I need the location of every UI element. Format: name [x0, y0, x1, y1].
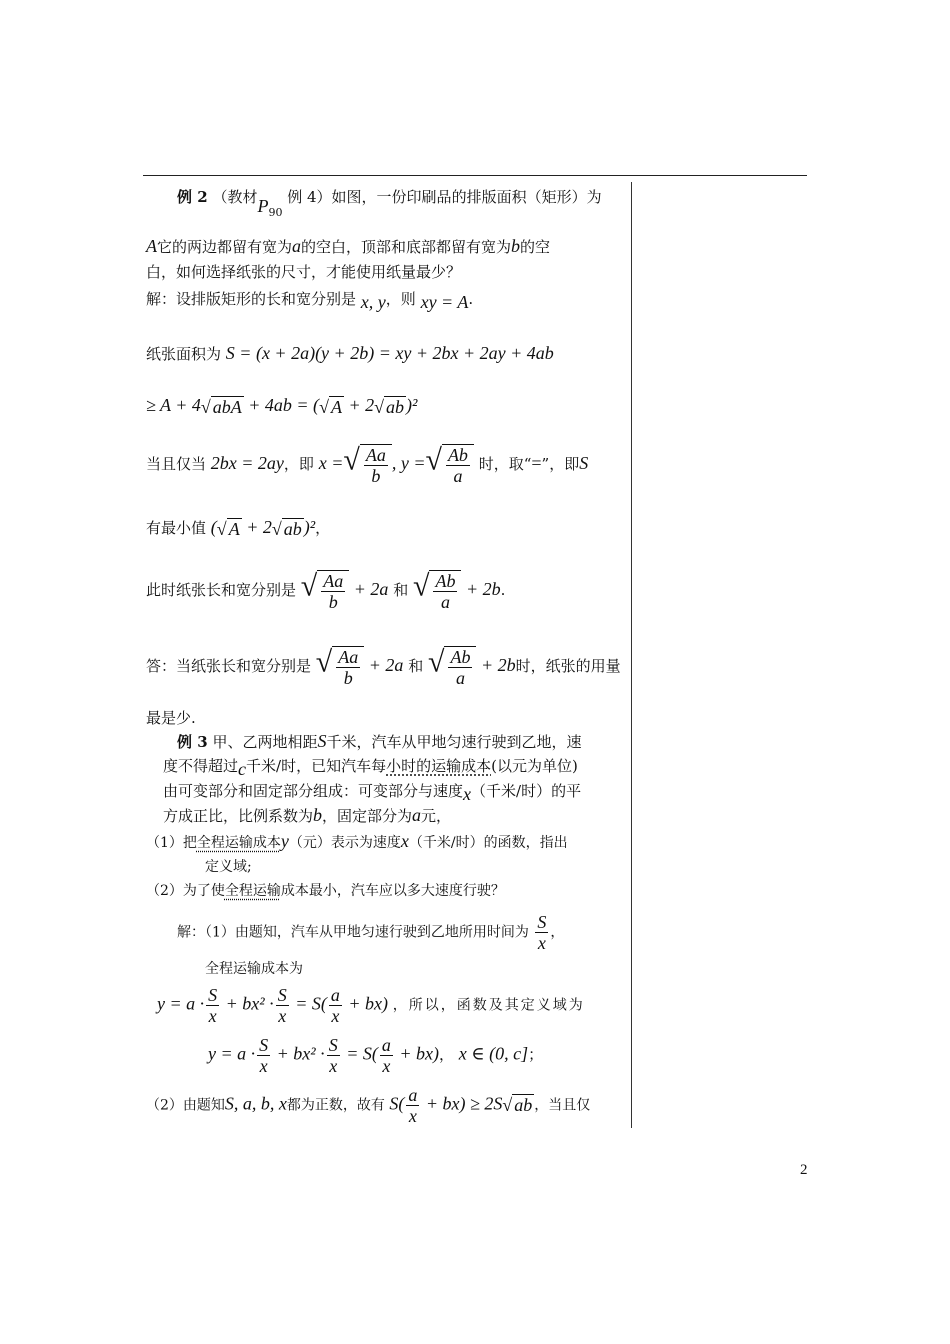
ex2-label: 例 2: [177, 188, 208, 206]
ex2-answer-line: 答：当纸张长和宽分别是 √ $\frac{Aa}{b}$ + 2a 和 √ $\frac{Ab}{a}$ + 2b时，纸张的用量: [146, 645, 621, 688]
ex3-formula-1: y = a · $\frac{S}{x}$ + bx² · $\frac{S}{x}$ = S( $\frac{a}{x}$ + bx) ，所以，函数及其定义域为: [157, 985, 585, 1026]
ex2-inequality-line: ≥ A + 4√ abA + 4ab = (√ A + 2√ ab )²: [146, 395, 418, 417]
ex3-solution-2: 全程运输成本为: [205, 961, 303, 977]
ex3-question-1: （1）把全程运输成本y（元）表示为速度x（千米/时）的函数，指出: [146, 831, 568, 851]
ex3-line-4: 方成正比，比例系数为b，固定部分为a元，: [163, 805, 452, 825]
ex2-equality-line: 当且仅当 2bx = 2ay，即 x =√ $\frac{Aa}{b}$ , y =√ $\frac{Ab}{a}$ 时，取“=”，即S: [146, 443, 589, 486]
page-number: 2: [800, 1162, 808, 1178]
ex2-line-1: 例 2 （教材$P_{90}$ 例 4）如图，一份印刷品的排版面积（矩形）为: [177, 188, 602, 219]
ex2-answer-end: 最是少.: [146, 709, 196, 727]
column-rule: [631, 182, 632, 1128]
ex3-part-2: （2）由题知S, a, b, x都为正数，故有 S( $\frac{a}{x}$ + bx) ≥ 2S√ ab ，当且仅: [146, 1085, 591, 1126]
fraction: $\frac{S}{x}$: [537, 912, 547, 953]
ex3-formula-2: y = a · $\frac{S}{x}$ + bx² · $\frac{S}{x}$ = S( $\frac{a}{x}$ + bx)， x ∈ (0, c]；: [208, 1035, 544, 1076]
ex2-area-line: 纸张面积为 S = (x + 2a)(y + 2b) = xy + 2bx + 2ay + 4ab: [146, 343, 554, 363]
ex3-line-3: 由可变部分和固定部分组成：可变部分与速度x（千米/时）的平: [163, 782, 582, 804]
ex2-line-3: 白，如何选择纸张的尺寸，才能使用纸量最少？: [146, 263, 462, 281]
ex2-line-2: A它的两边都留有宽为a的空白，顶部和底部都留有宽为b的空: [146, 236, 551, 256]
ex2-dimensions-line: 此时纸张长和宽分别是 √ $\frac{Aa}{b}$ + 2a 和 √ $\frac{Ab}{a}$ + 2b.: [146, 569, 506, 612]
ex3-question-1-cont: 定义域;: [205, 859, 252, 875]
ex2-solution-line: 解：设排版矩形的长和宽分别是 x, y，则 xy = A.: [146, 290, 474, 312]
ex3-solution-1: 解：（1）由题知，汽车从甲地匀速行驶到乙地所用时间为 $\frac{S}{x}$ ，: [177, 912, 565, 953]
ex3-question-2: （2）为了使全程运输成本最小，汽车应以多大速度行驶？: [146, 883, 505, 899]
header-rule: [143, 175, 807, 176]
ex2-minimum-line: 有最小值 (√ A + 2√ ab )²，: [146, 517, 331, 539]
sqrt-symbol: √ abA: [200, 397, 242, 417]
ex3-line-2: 度不得超过c千米/时，已知汽车每小时的运输成本(以元为单位): [163, 757, 578, 779]
ex3-label: 例 3: [177, 733, 208, 751]
ex3-line-1: 例 3 甲、乙两地相距S千米，汽车从甲地匀速行驶到乙地，速: [177, 731, 582, 751]
